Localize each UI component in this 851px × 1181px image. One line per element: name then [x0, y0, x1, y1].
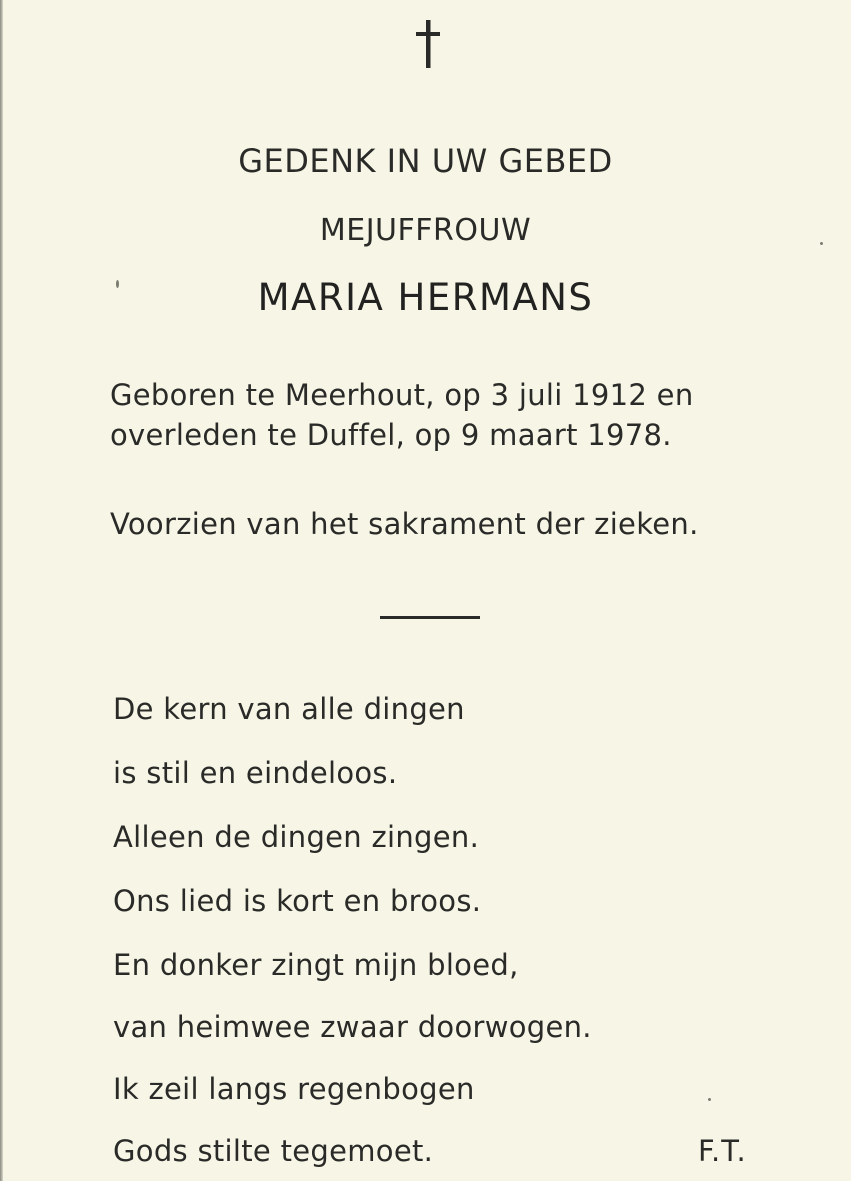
poem-line: Alleen de dingen zingen. — [113, 820, 480, 854]
poem-line: Ons lied is kort en broos. — [113, 884, 482, 918]
poem-line: De kern van alle dingen — [113, 692, 465, 726]
birth-line: Geboren te Meerhout, op 3 juli 1912 en — [110, 378, 694, 412]
poem-line: van heimwee zwaar doorwogen. — [113, 1010, 592, 1044]
paper-speck — [116, 280, 119, 288]
poem-line: is stil en eindeloos. — [113, 756, 398, 790]
cross-icon — [410, 18, 446, 70]
poem-line: Gods stilte tegemoet. — [113, 1134, 434, 1168]
sacrament-line: Voorzien van het sakrament der zieken. — [110, 507, 699, 541]
poem-author: F.T. — [698, 1134, 747, 1168]
poem-line: Ik zeil langs regenbogen — [113, 1072, 475, 1106]
paper-speck — [708, 1098, 711, 1101]
death-line: overleden te Duffel, op 9 maart 1978. — [110, 418, 672, 452]
honorific-title: MEJUFFROUW — [319, 213, 532, 248]
heading: GEDENK IN UW GEBED — [238, 142, 613, 180]
poem-line: En donker zingt mijn bloed, — [113, 948, 519, 982]
deceased-name: MARIA HERMANS — [257, 276, 594, 319]
paper-speck — [820, 242, 823, 245]
divider — [380, 616, 480, 619]
